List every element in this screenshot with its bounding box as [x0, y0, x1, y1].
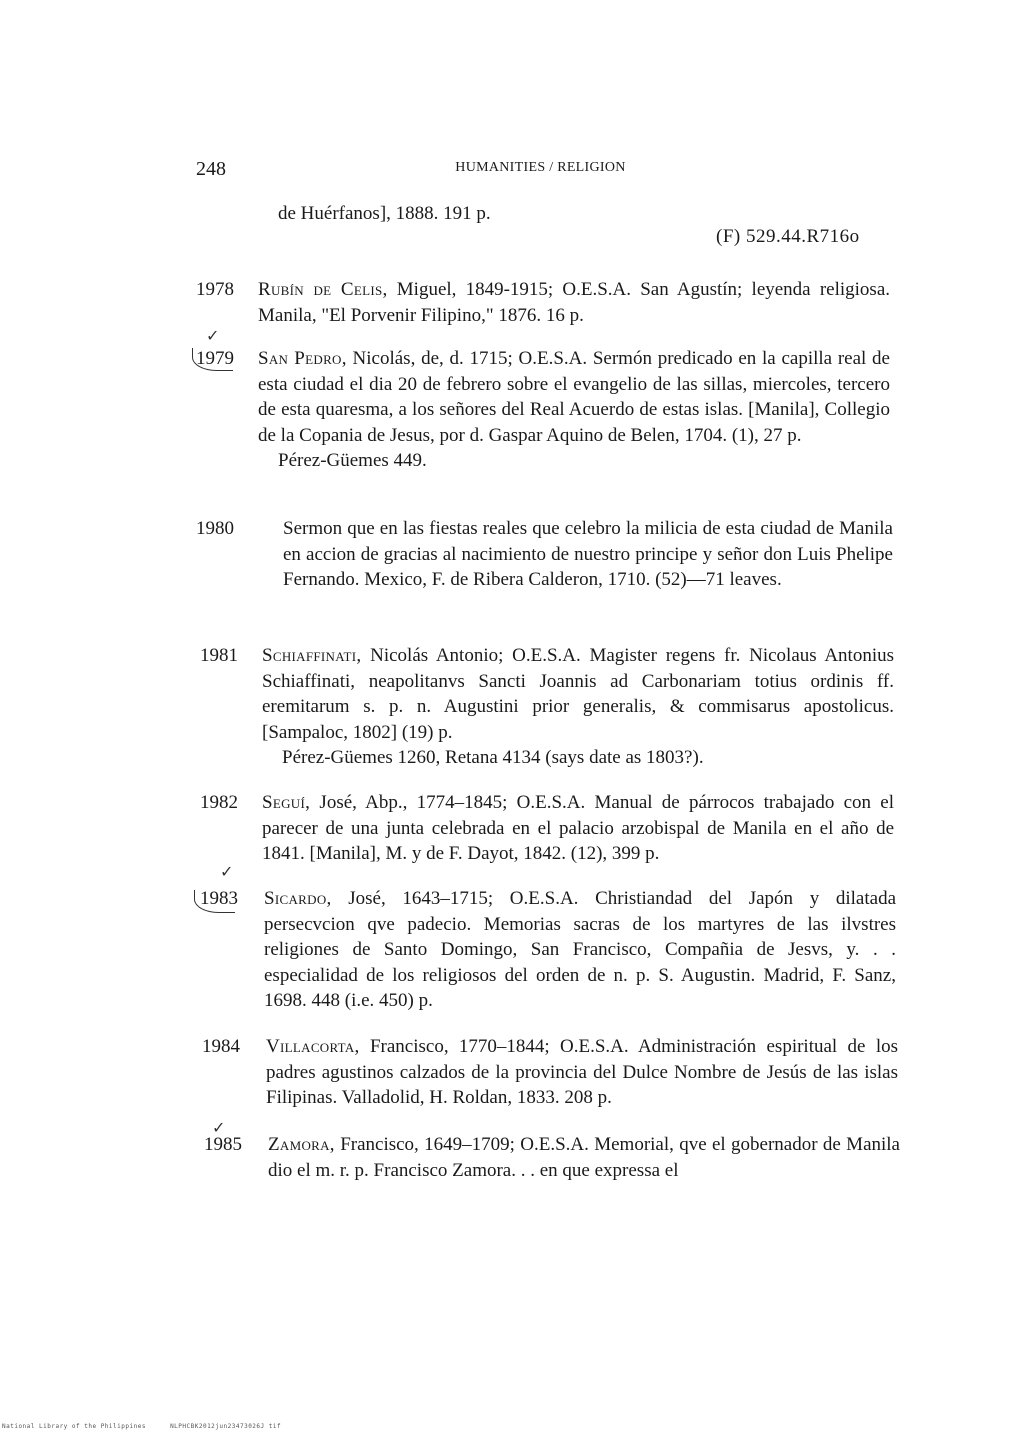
entry-author: Sicardo, [264, 888, 332, 909]
entry-author: Villacorta, [266, 1036, 360, 1057]
entry-number: 1985 [204, 1134, 242, 1155]
scan-footer [2, 1423, 301, 1430]
footer-library: National Library of the Philippines [2, 1423, 146, 1430]
entry-text: Nicolás, de, d. 1715; O.E.S.A. Sermón predicado en la capilla real de esta ciudad el dia 20 de febrero sobre el evangelio de las sillas, miercoles, tercero de esta quaresma, a los señores del Real Acuerdo de estas islas. [Manila], Collegio de la Copania de Jesus, por d. Gaspar Aquino de Belen, 1704. (1), 27 p. [258, 348, 890, 446]
entry-number: 1984 [202, 1036, 240, 1057]
entry-number: 1978 [196, 279, 234, 300]
handwritten-check-icon: ✓ [212, 1120, 226, 1137]
entry-text: José, Abp., 1774–1845; O.E.S.A. Manual de párrocos trabajado con el parecer de una junta celebrada en el palacio arzobispal de Manila en el año de 1841. [Manila], M. y de F. Dayot, 1842. (12), 399 p. [262, 792, 894, 864]
entry-text: Francisco, 1770–1844; O.E.S.A. Administración espiritual de los padres agustinos calzados de la provincia del Dulce Nombre de Jesús de las islas Filipinas. Valladolid, H. Roldan, 1833. 208 p. [266, 1036, 898, 1108]
entry-text: Francisco, 1649–1709; O.E.S.A. Memorial, qve el gobernador de Manila dio el m. r. p. Francisco Zamora. . . en que expressa el [268, 1134, 900, 1181]
carryover-text: de Huérfanos], 1888. 191 p. [278, 203, 491, 224]
entry-author: Schiaffinati, [262, 645, 362, 666]
entry-author: Zamora, [268, 1134, 335, 1155]
entry-author: Rubín de Celis, [258, 279, 388, 300]
entry-author: San Pedro, [258, 348, 347, 369]
entry-number: 1982 [200, 792, 238, 813]
call-number: (F) 529.44.R716o [716, 226, 860, 247]
running-head: HUMANITIES / RELIGION [455, 160, 626, 175]
page-number: 248 [196, 158, 226, 180]
entry-text: Nicolás Antonio; O.E.S.A. Magister regens fr. Nicolaus Antonius Schiaffinati, neapolitanvs Sancti Joannis ad Carbonariam totius ordinis ff. eremitarum s. p. n. Augustini prior generalis, & commisarus apostolicus. [Sampaloc, 1802] (19) p. [262, 645, 894, 743]
entry-text: Miguel, 1849-1915; O.E.S.A. San Agustín; leyenda religiosa. Manila, "El Porvenir Filipino," 1876. 16 p. [258, 279, 890, 326]
entry-number: 1979 [196, 348, 234, 369]
entry-note: Pérez-Güemes 449. [278, 450, 427, 471]
entry-text: Sermon que en las fiestas reales que celebro la milicia de esta ciudad de Manila en accion de gracias al nacimiento de nuestro principe y señor don Luis Phelipe Fernando. Mexico, F. de Ribera Calderon, 1710. (52)—71 leaves. [283, 518, 893, 590]
handwritten-check-icon: ✓ [206, 328, 220, 345]
entry-number: 1983 [200, 888, 238, 909]
entry-author: Seguí, [262, 792, 311, 813]
entry-number: 1981 [200, 645, 238, 666]
entry-text: José, 1643–1715; O.E.S.A. Christiandad del Japón y dilatada persecvcion qve padecio. Memorias sacras de los martyres de las ilvstres religiones de Santo Domingo, San Francisco, Compañia de Jesvs, y. . . especialidad de los religiosos del orden de n. p. S. Augustin. Madrid, F. Sanz, 1698. 448 (i.e. 450) p. [264, 888, 896, 1011]
entry-note: Pérez-Güemes 1260, Retana 4134 (says date as 1803?). [282, 747, 704, 768]
footer-scan-id: NLPHCBK2012jun23473026J tif [170, 1423, 282, 1430]
handwritten-check-icon: ✓ [220, 864, 234, 881]
entry-number: 1980 [196, 518, 234, 539]
